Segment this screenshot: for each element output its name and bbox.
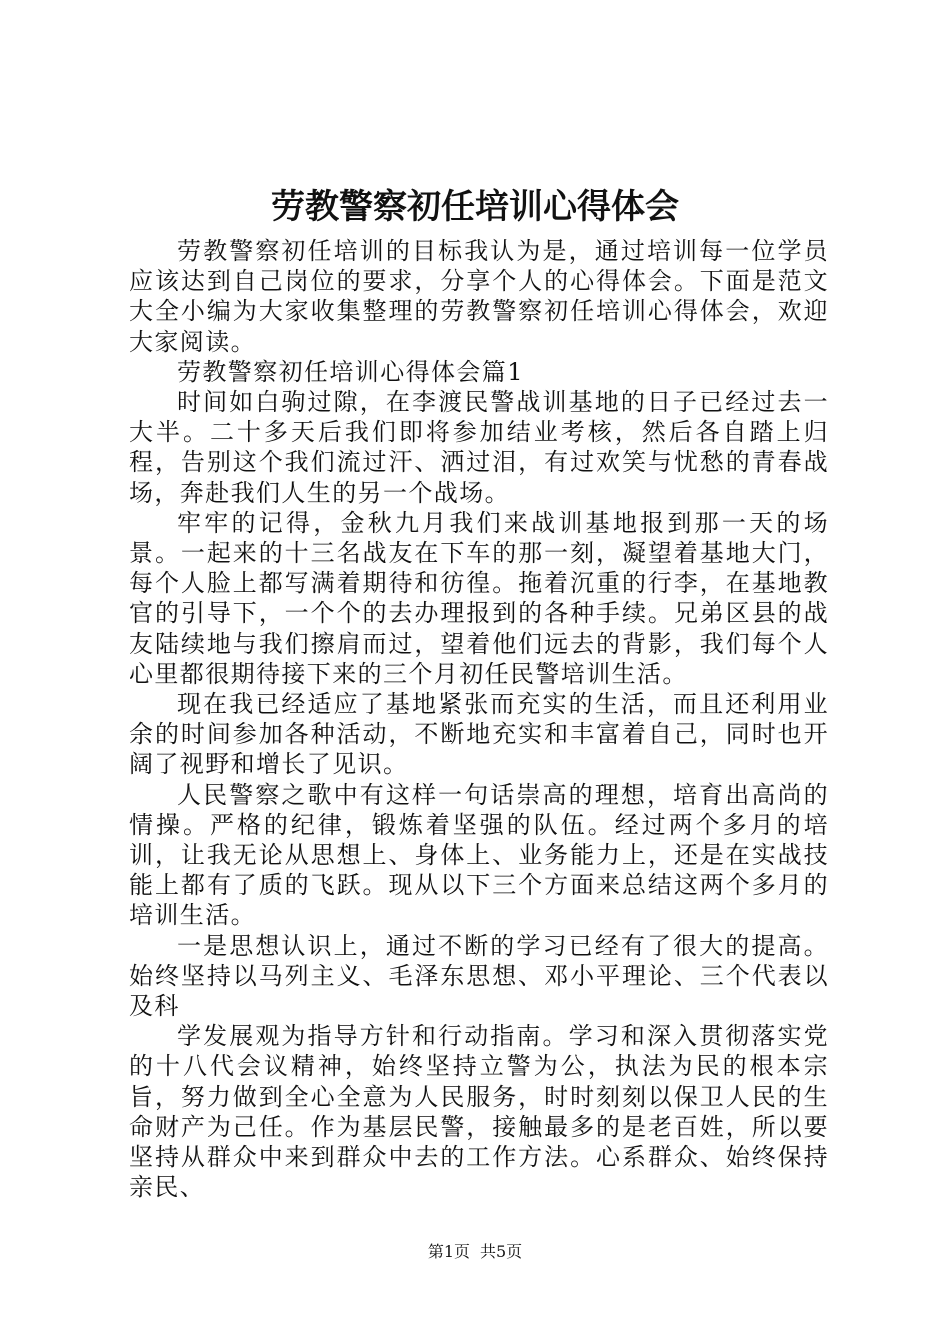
paragraph-intro: 劳教警察初任培训的目标我认为是，通过培训每一位学员应该达到自己岗位的要求，分享个人的心得体会。下面是范文大全小编为大家收集整理的劳教警察初任培训心得体会，欢迎大家阅读。 <box>129 237 829 356</box>
paragraph: 牢牢的记得，金秋九月我们来战训基地报到那一天的场景。一起来的十三名战友在下车的那一刻，凝望着基地大门，每个人脸上都写满着期待和彷徨。拖着沉重的行李，在基地教官的引导下，一个个的去办理报到的各种手续。兄弟区县的战友陆续地与我们擦肩而过，望着他们远去的背影，我们每个人心里都很期待接下来的三个月初任民警培训生活。 <box>129 508 829 688</box>
paragraph: 人民警察之歌中有这样一句话崇高的理想，培育出高尚的情操。严格的纪律，锻炼着坚强的队伍。经过两个多月的培训，让我无论从思想上、身体上、业务能力上，还是在实战技能上都有了质的飞跃。现从以下三个方面来总结这两个多月的培训生活。 <box>129 780 829 930</box>
page-footer <box>0 1241 950 1263</box>
paragraph: 一是思想认识上，通过不断的学习已经有了很大的提高。始终坚持以马列主义、毛泽东思想、邓小平理论、三个代表以及科 <box>129 931 829 1021</box>
paragraph: 时间如白驹过隙，在李渡民警战训基地的日子已经过去一大半。二十多天后我们即将参加结业考核，然后各自踏上归程，告别这个我们流过汗、洒过泪，有过欢笑与忧愁的青春战场，奔赴我们人生的另一个战场。 <box>129 388 829 507</box>
paragraph: 现在我已经适应了基地紧张而充实的生活，而且还利用业余的时间参加各种活动，不断地充实和丰富着自己，同时也开阔了视野和增长了见识。 <box>129 690 829 779</box>
document-body <box>129 236 829 1203</box>
page-count: 共5页 <box>480 1242 523 1261</box>
document-title: 劳教警察初任培训心得体会 <box>271 187 679 227</box>
page-number: 第1页 <box>427 1242 470 1261</box>
section-heading: 劳教警察初任培训心得体会篇1 <box>177 357 524 386</box>
paragraph: 学发展观为指导方针和行动指南。学习和深入贯彻落实党的十八代会议精神，始终坚持立警为公，执法为民的根本宗旨，努力做到全心全意为人民服务，时时刻刻以保卫人民的生命财产为己任。作为基层民警，接触最多的是老百姓，所以要坚持从群众中来到群众中去的工作方法。心系群众、始终保持亲民、 <box>129 1022 829 1202</box>
